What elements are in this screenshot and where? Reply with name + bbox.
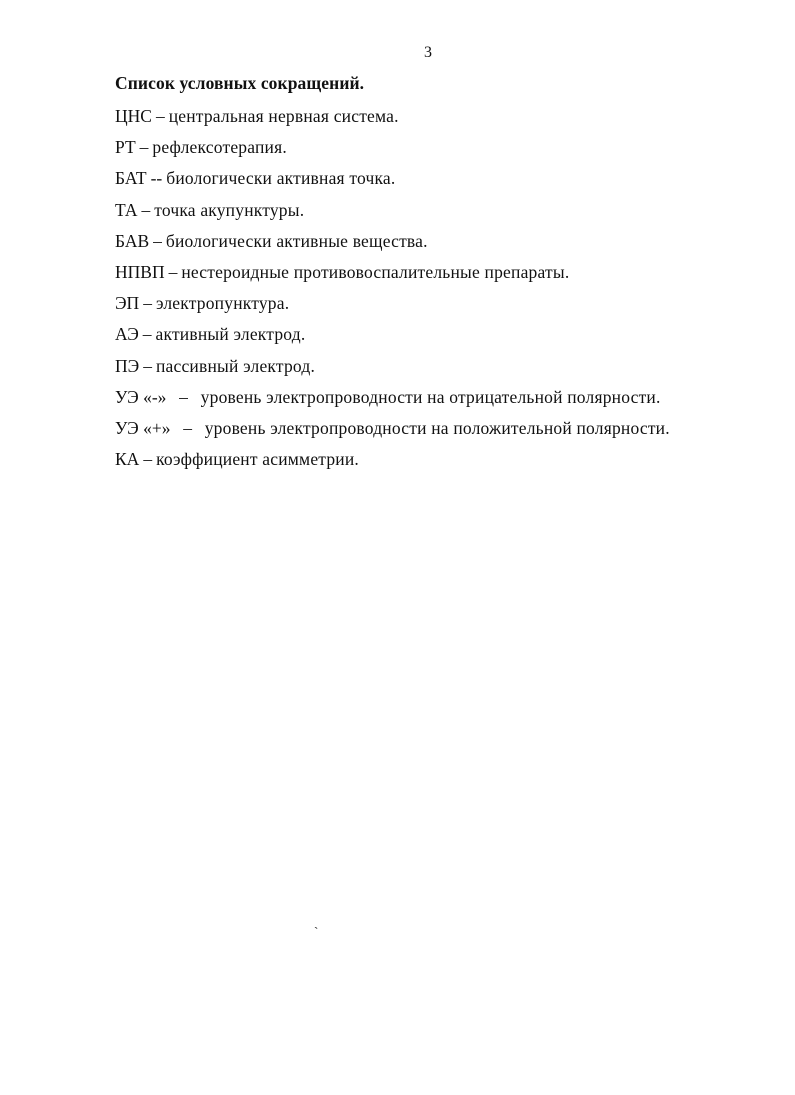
list-item	[115, 259, 670, 290]
dash-separator: –	[170, 386, 197, 407]
abbreviation: ТА	[115, 199, 138, 220]
abbreviation: ПЭ	[115, 355, 140, 376]
list-item	[115, 415, 670, 446]
list-item	[115, 290, 670, 321]
list-item	[115, 446, 670, 477]
dash-separator: –	[153, 230, 162, 251]
definition: уровень электропроводности на положительной полярности.	[204, 417, 670, 438]
list-item	[115, 353, 670, 384]
definition: коэффициент асимметрии.	[156, 449, 360, 470]
dash-separator: –	[141, 199, 151, 220]
abbreviation: УЭ «+»	[115, 417, 171, 438]
list-item	[115, 165, 670, 196]
definition: биологически активная точка.	[166, 168, 396, 189]
abbreviation: БАТ	[115, 168, 147, 189]
list-item	[115, 103, 670, 134]
abbreviation-list	[115, 103, 670, 477]
abbreviation: ЭП	[115, 293, 140, 314]
page-title: Список условных сокращений.	[115, 73, 365, 93]
abbreviation: НПВП	[115, 261, 165, 282]
definition: электропунктура.	[155, 293, 290, 314]
dash-separator: --	[150, 168, 163, 189]
definition: рефлексотерапия.	[152, 137, 287, 158]
definition: уровень электропроводности на отрицательной полярности.	[200, 386, 661, 407]
page-number: 3	[424, 44, 432, 61]
list-item	[115, 197, 670, 228]
definition: биологически активные вещества.	[165, 230, 428, 251]
list-item	[115, 321, 670, 352]
definition: активный электрод.	[155, 324, 306, 345]
abbreviation: УЭ «-»	[115, 386, 167, 407]
definition: центральная нервная система.	[168, 106, 399, 126]
abbreviation: РТ	[115, 137, 136, 158]
list-item	[115, 384, 670, 415]
dash-separator: –	[174, 417, 201, 438]
dash-separator: –	[143, 293, 152, 314]
dash-separator: –	[168, 261, 178, 282]
list-item	[115, 134, 670, 165]
definition: нестероидные противовоспалительные препараты.	[181, 261, 570, 282]
abbreviation: ЦНС	[115, 106, 152, 126]
abbreviation: АЭ	[115, 324, 139, 345]
dash-separator: –	[143, 449, 153, 470]
abbreviation: БАВ	[115, 230, 150, 251]
abbreviation: КА	[115, 449, 140, 470]
dash-separator: –	[143, 355, 152, 376]
dash-separator: –	[139, 137, 149, 158]
stray-mark: `	[314, 924, 319, 939]
dash-separator: –	[155, 106, 165, 126]
definition: точка акупунктуры.	[154, 199, 305, 220]
dash-separator: –	[142, 324, 152, 345]
definition: пассивный электрод.	[155, 355, 316, 376]
list-item	[115, 228, 670, 259]
